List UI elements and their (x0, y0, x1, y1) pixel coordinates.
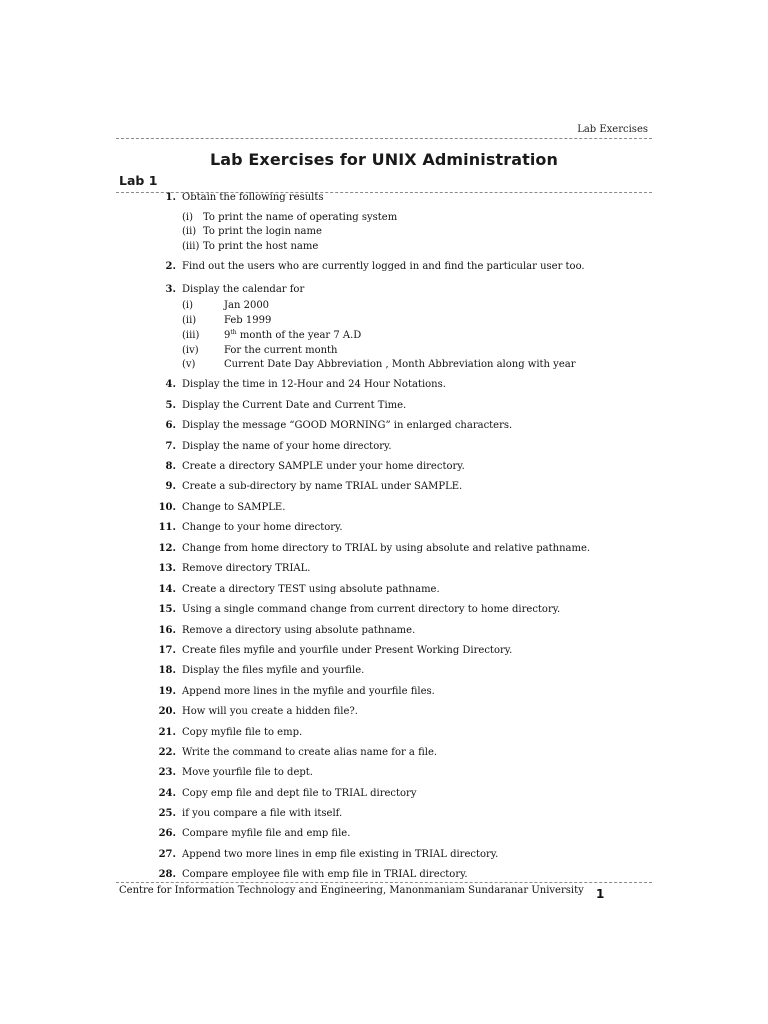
item-number: 12. (158, 543, 176, 554)
item-number: 7. (165, 441, 176, 452)
item-number: 22. (158, 747, 176, 758)
item-number: 13. (158, 563, 176, 574)
sub-item-text: Jan 2000 (224, 300, 270, 311)
item-number: 27. (158, 849, 176, 860)
item-number: 3. (165, 284, 176, 295)
item-text: Remove a directory using absolute pathname. (182, 625, 416, 636)
item-text: Create files myfile and yourfile under Present Working Directory. (182, 645, 513, 656)
item-text: Copy emp file and dept file to TRIAL directory (182, 788, 417, 799)
sub-item-text: Current Date Day Abbreviation , Month Abbreviation along with year (224, 359, 576, 370)
item-text: Display the calendar for (182, 284, 305, 295)
footer-rule (116, 882, 652, 883)
item-number: 15. (158, 604, 176, 615)
item-number: 28. (158, 869, 176, 880)
item-text: Display the Current Date and Current Time. (182, 400, 407, 411)
sub-item-text: To print the name of operating system (203, 212, 398, 223)
sub-item-text: For the current month (224, 345, 338, 356)
item-text: Change to your home directory. (182, 522, 343, 533)
item-text: Change from home directory to TRIAL by using absolute and relative pathname. (182, 543, 591, 554)
sub-item-text (224, 329, 361, 343)
item-text: Create a directory TEST using absolute pathname. (182, 584, 440, 595)
sub-item-number: (v) (182, 359, 196, 370)
running-header: Lab Exercises (577, 124, 648, 135)
sub-item-text: To print the login name (203, 226, 322, 237)
ordinal-suffix: th (230, 329, 237, 336)
item-number: 16. (158, 625, 176, 636)
item-text: Find out the users who are currently logged in and find the particular user too. (182, 261, 585, 272)
header-rule (116, 138, 652, 139)
item-number: 4. (165, 379, 176, 390)
item-number: 9. (165, 481, 176, 492)
item-text: Remove directory TRIAL. (182, 563, 311, 574)
item-text: Display the time in 12-Hour and 24 Hour Notations. (182, 379, 446, 390)
sub-item-number: (i) (182, 212, 194, 223)
sub-item-text: Feb 1999 (224, 315, 272, 326)
item-number: 2. (165, 261, 176, 272)
item-text: How will you create a hidden file?. (182, 706, 358, 717)
item-number: 19. (158, 686, 176, 697)
item-text: Change to SAMPLE. (182, 502, 286, 513)
sub-item-text: To print the host name (203, 241, 319, 252)
item-number: 18. (158, 665, 176, 676)
item-number: 14. (158, 584, 176, 595)
item-number: 8. (165, 461, 176, 472)
sub-item-number: (iii) (182, 330, 200, 341)
item-text: Using a single command change from current directory to home directory. (182, 604, 561, 615)
sub-item-number: (ii) (182, 315, 197, 326)
item-text: Display the files myfile and yourfile. (182, 665, 365, 676)
item-number: 24. (158, 788, 176, 799)
item-number: 10. (158, 502, 176, 513)
footer-institution: Centre for Information Technology and Engineering, Manonmaniam Sundaranar University (119, 885, 584, 896)
item-text: Append more lines in the myfile and yourfile files. (182, 686, 435, 697)
page-number: 1 (596, 887, 605, 901)
item-number: 20. (158, 706, 176, 717)
sub-item-number: (iii) (182, 241, 200, 252)
item-text: Copy myfile file to emp. (182, 727, 303, 738)
item-number: 1. (165, 192, 176, 203)
item-text: Create a directory SAMPLE under your home directory. (182, 461, 465, 472)
item-number: 25. (158, 808, 176, 819)
item-text: Display the message “GOOD MORNING” in enlarged characters. (182, 420, 513, 431)
sub-item-number: (i) (182, 300, 194, 311)
item-text: Move yourfile file to dept. (182, 767, 313, 778)
item-number: 6. (165, 420, 176, 431)
item-text: Append two more lines in emp file existing in TRIAL directory. (182, 849, 499, 860)
item-text: Compare myfile file and emp file. (182, 828, 351, 839)
ordinal-rest: month of the year 7 A.D (236, 330, 362, 341)
item-text: Create a sub-directory by name TRIAL under SAMPLE. (182, 481, 463, 492)
item-text: Compare employee file with emp file in TRIAL directory. (182, 869, 468, 880)
item-text: Display the name of your home directory. (182, 441, 392, 452)
item-number: 17. (158, 645, 176, 656)
page-title: Lab Exercises for UNIX Administration (209, 150, 559, 169)
item-number: 23. (158, 767, 176, 778)
item-number: 26. (158, 828, 176, 839)
item-number: 11. (158, 522, 176, 533)
sub-item-number: (ii) (182, 226, 197, 237)
item-text: if you compare a file with itself. (182, 808, 343, 819)
item-text: Write the command to create alias name for a file. (182, 747, 438, 758)
sub-item-number: (iv) (182, 345, 199, 356)
section-heading: Lab 1 (119, 173, 158, 188)
item-number: 21. (158, 727, 176, 738)
ordinal-number: 9 (224, 330, 231, 341)
item-text: Obtain the following results (182, 192, 324, 203)
item-number: 5. (165, 400, 176, 411)
